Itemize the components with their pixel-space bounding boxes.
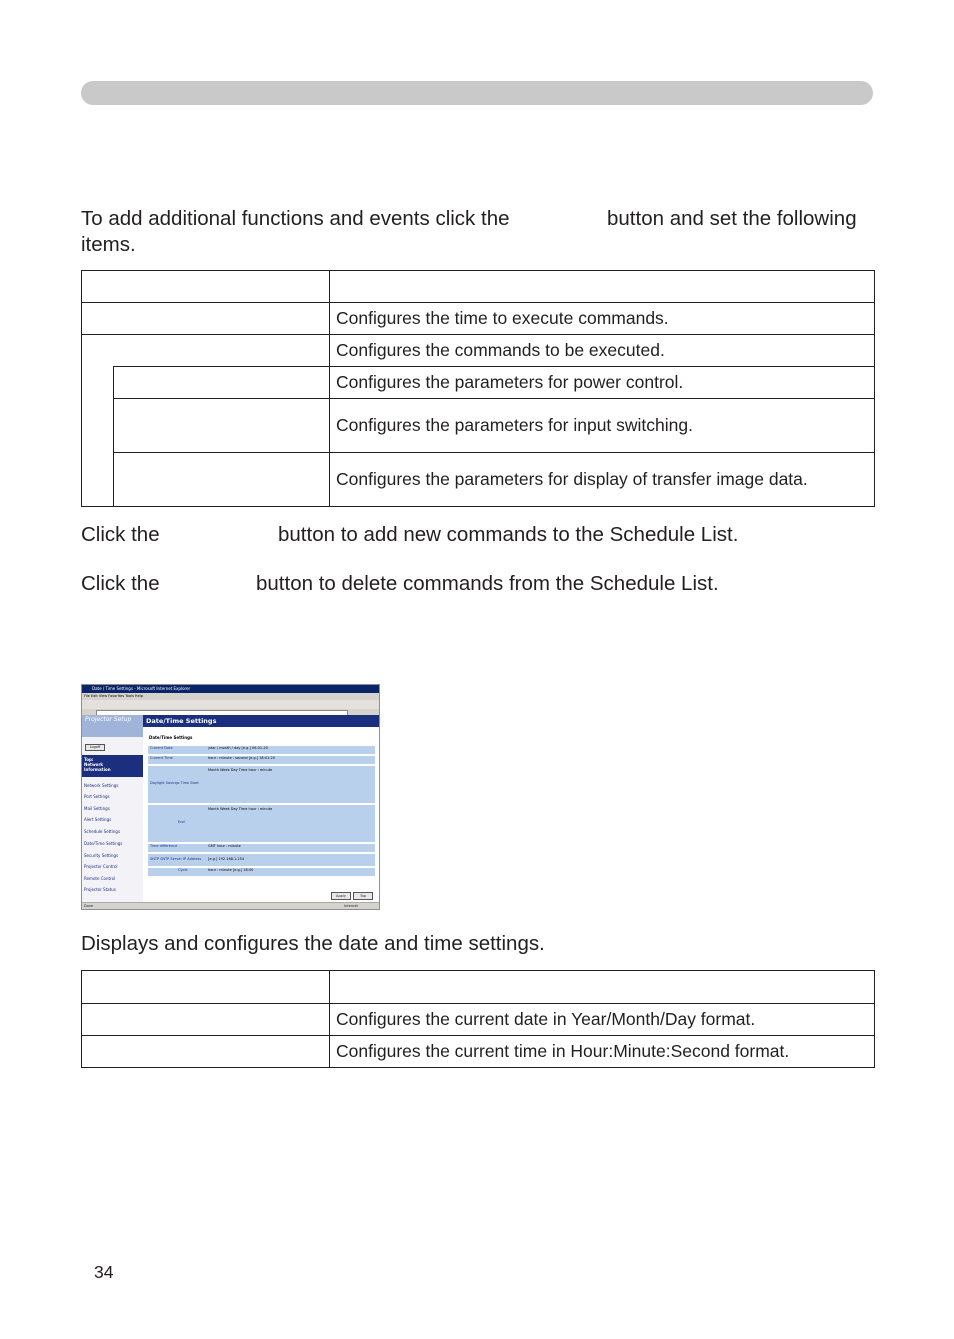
- screenshot-row-control: Month Week Day Time hour : minute: [208, 768, 273, 772]
- screenshot-main: [143, 715, 379, 903]
- table-header-item: [82, 971, 330, 1004]
- datetime-settings-screenshot: [81, 684, 380, 910]
- table-cell-description: Configures the parameters for power control.: [330, 367, 875, 399]
- table-cell-description: Configures the parameters for display of transfer image data.: [330, 453, 875, 507]
- table-header-description: [330, 971, 875, 1004]
- screenshot-row-label: Daylight Savings Time Start: [150, 781, 199, 785]
- table-header-row: [82, 971, 875, 1004]
- page-number: 34: [94, 1262, 114, 1282]
- table-cell-item: [82, 335, 330, 367]
- table-cell-item: [114, 367, 330, 399]
- screenshot-section-title: Date/Time Settings: [149, 735, 193, 740]
- screenshot-nav-item: Projector Status: [84, 887, 116, 892]
- screenshot-row-label: End: [178, 820, 185, 824]
- screenshot-nav-item: Mail Settings: [84, 806, 110, 811]
- table-row: [82, 335, 875, 367]
- screenshot-row-label: SNTP SNTP Server IP Address: [150, 857, 202, 861]
- table-row: [82, 453, 875, 507]
- screenshot-nav-item: Schedule Settings: [84, 829, 121, 834]
- table-cell-description: Configures the time to execute commands.: [330, 303, 875, 335]
- screenshot-row-control: GMT hour : minute: [208, 844, 241, 848]
- table-cell-indent: [82, 367, 114, 507]
- table-header-description: [330, 271, 875, 303]
- intro-text-after: button and set the following: [607, 207, 857, 230]
- screenshot-top-button: Top: [353, 892, 373, 900]
- screenshot-main-title: Date/Time Settings: [143, 715, 379, 727]
- screenshot-row-label: Current Time: [150, 756, 173, 760]
- table-row: [82, 303, 875, 335]
- screenshot-row-control: [e.g.] 192.168.1.254: [208, 857, 245, 861]
- table-cell-item: [82, 1004, 330, 1036]
- intro-line-1: [81, 206, 510, 232]
- screenshot-nav-item: Port Settings: [84, 794, 110, 799]
- table-cell-description: Configures the parameters for input switching.: [330, 399, 875, 453]
- screenshot-sidebar: [82, 715, 143, 903]
- screenshot-row-label: Current Date: [150, 746, 173, 750]
- section-header-bar: [81, 81, 873, 105]
- table-cell-item: [114, 399, 330, 453]
- screenshot-statusbar: [82, 902, 379, 909]
- screenshot-row-control: year / month / day [e.g.] 06-01-20: [208, 746, 268, 750]
- screenshot-nav-item: Network Settings: [84, 783, 119, 788]
- screenshot-row: [148, 756, 375, 764]
- screenshot-menubar: File Edit View Favorites Tools Help: [82, 693, 379, 700]
- screenshot-window-title: Date / Time Settings - Microsoft Internet Explorer: [82, 685, 379, 693]
- table-cell-description: Configures the current date in Year/Month/Day format.: [330, 1004, 875, 1036]
- screenshot-nav-item: Date/Time Settings: [84, 841, 123, 846]
- screenshot-logoff-button: Logoff: [85, 744, 105, 751]
- intro-text-before: To add additional functions and events click the: [81, 207, 510, 230]
- datetime-description: Displays and configures the date and time settings.: [81, 932, 545, 955]
- screenshot-logo: Projector Setup: [82, 715, 143, 737]
- delete-instruction-after: button to delete commands from the Schedule List.: [256, 572, 719, 595]
- table-row: [82, 1036, 875, 1068]
- delete-instruction-before: Click the: [81, 572, 160, 595]
- screenshot-nav-top: Top: Network Information: [82, 755, 143, 777]
- table-cell-description: Configures the commands to be executed.: [330, 335, 875, 367]
- screenshot-row-control: Month Week Day Time hour : minute: [208, 807, 273, 811]
- add-instruction-before: Click the: [81, 523, 160, 546]
- screenshot-apply-button: Apply: [331, 892, 351, 900]
- screenshot-row: [148, 854, 375, 866]
- screenshot-nav-item: Projector Control: [84, 864, 118, 869]
- screenshot-row: [148, 766, 375, 803]
- screenshot-nav-item: Remote Control: [84, 876, 116, 881]
- screenshot-nav-item: Security Settings: [84, 853, 119, 858]
- screenshot-row: [148, 868, 375, 876]
- screenshot-status-text: Done: [84, 904, 94, 908]
- screenshot-row-control: hour : minute [e.g.] 18:00: [208, 868, 254, 872]
- add-instruction-after: button to add new commands to the Schedule List.: [278, 523, 739, 546]
- screenshot-row-label: Time difference: [150, 844, 178, 848]
- table-cell-description: Configures the current time in Hour:Minute:Second format.: [330, 1036, 875, 1068]
- screenshot-row-label: Cycle: [178, 868, 188, 872]
- table-cell-item: [82, 1036, 330, 1068]
- table-cell-item: [82, 303, 330, 335]
- screenshot-row: [148, 844, 375, 852]
- screenshot-body: [82, 715, 379, 903]
- table-row: [82, 399, 875, 453]
- table-cell-item: [114, 453, 330, 507]
- table-row: [82, 1004, 875, 1036]
- table-header-item: [82, 271, 330, 303]
- screenshot-status-zone: Internet: [344, 904, 358, 908]
- table-row: [82, 367, 875, 399]
- table-header-row: [82, 271, 875, 303]
- screenshot-nav-item: Alert Settings: [84, 817, 112, 822]
- screenshot-row-control: hour : minute : second [e.g.] 18:01:20: [208, 756, 275, 760]
- intro-line-2: items.: [81, 233, 136, 256]
- screenshot-row: [148, 805, 375, 842]
- schedule-items-table: [81, 270, 875, 507]
- datetime-items-table: [81, 970, 875, 1068]
- screenshot-row: [148, 746, 375, 754]
